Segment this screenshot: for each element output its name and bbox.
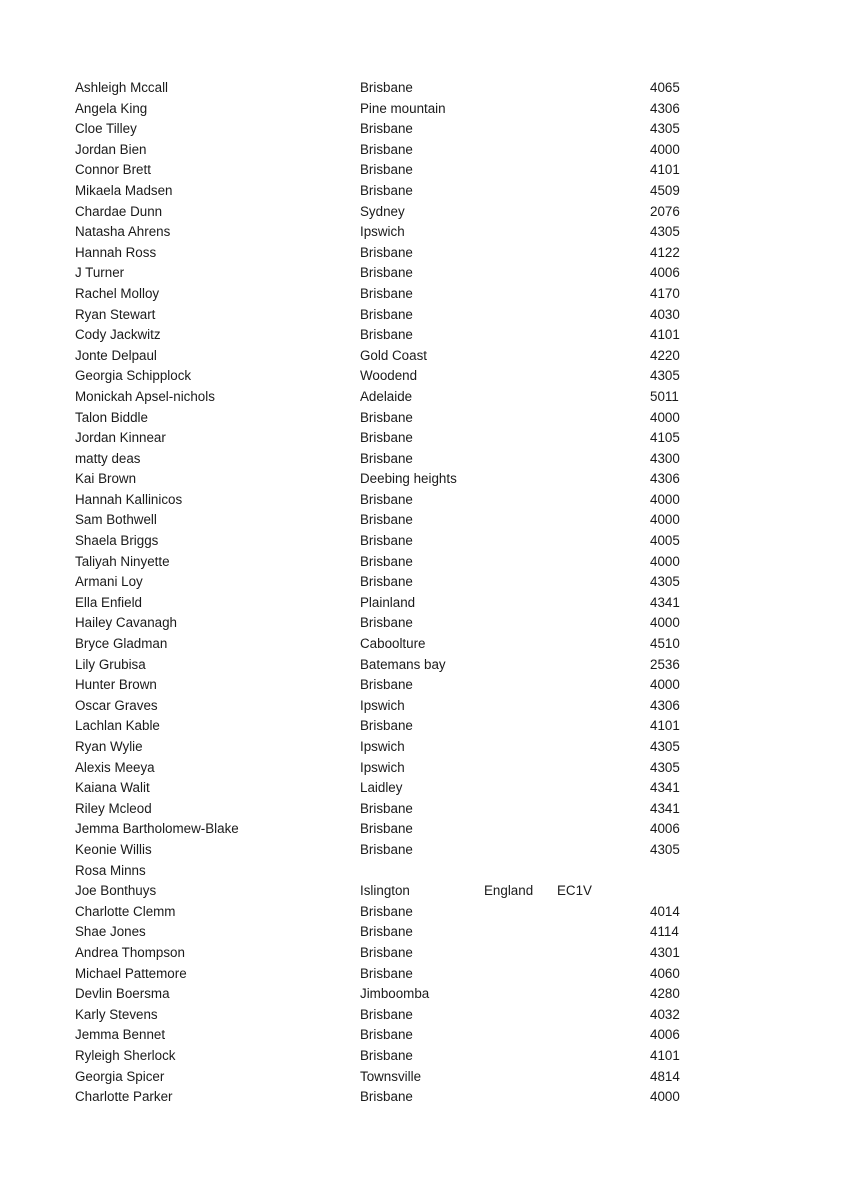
city: Brisbane	[360, 512, 413, 528]
city: Brisbane	[360, 141, 413, 157]
postcode: 4305	[650, 224, 680, 240]
city: Brisbane	[360, 1089, 413, 1105]
city: Brisbane	[360, 924, 413, 940]
postcode: 4014	[650, 903, 680, 919]
postcode: 4000	[650, 1089, 680, 1105]
person-name: Bryce Gladman	[75, 636, 168, 652]
city: Brisbane	[360, 182, 413, 198]
city: Woodend	[360, 368, 418, 384]
list-row	[0, 861, 843, 882]
person-name: Ella Enfield	[75, 594, 142, 610]
postcode: 4101	[650, 327, 680, 343]
city: Brisbane	[360, 121, 413, 137]
city: Brisbane	[360, 1047, 413, 1063]
city: Deebing heights	[360, 471, 457, 487]
person-name: Georgia Schipplock	[75, 368, 192, 384]
city: Ipswich	[360, 697, 405, 713]
list-row	[0, 613, 843, 634]
person-name: Cody Jackwitz	[75, 327, 161, 343]
list-row	[0, 902, 843, 923]
postcode: 4114	[650, 924, 679, 940]
city: Gold Coast	[360, 347, 427, 363]
city: Brisbane	[360, 327, 413, 343]
list-row	[0, 490, 843, 511]
list-row	[0, 552, 843, 573]
list-row	[0, 716, 843, 737]
list-row	[0, 531, 843, 552]
person-name: Cloe Tilley	[75, 121, 137, 137]
list-row	[0, 305, 843, 326]
city: Brisbane	[360, 944, 413, 960]
city: Ipswich	[360, 739, 405, 754]
list-row	[0, 325, 843, 346]
list-row	[0, 655, 843, 676]
city: Brisbane	[360, 821, 413, 837]
person-name: Shaela Briggs	[75, 533, 159, 549]
list-row	[0, 469, 843, 490]
city: Brisbane	[360, 553, 413, 569]
person-name: matty deas	[75, 450, 141, 466]
city: Pine mountain	[360, 100, 446, 116]
person-name: Hannah Ross	[75, 244, 157, 260]
postcode: 4306	[650, 100, 680, 116]
list-row	[0, 572, 843, 593]
postcode: 4101	[650, 162, 680, 178]
list-row	[0, 696, 843, 717]
list-row	[0, 428, 843, 449]
list-row	[0, 408, 843, 429]
person-name: Joe Bonthuys	[75, 883, 157, 899]
list-row	[0, 1087, 843, 1108]
person-name: Natasha Ahrens	[75, 224, 171, 240]
person-name: Andrea Thompson	[75, 944, 185, 960]
person-name: Armani Loy	[75, 574, 143, 590]
person-name: Michael Pattemore	[75, 965, 187, 981]
area-code: EC1V	[557, 883, 592, 899]
postcode: 4000	[650, 677, 680, 693]
postcode: 4000	[650, 409, 680, 425]
city: Brisbane	[360, 80, 413, 95]
list-row	[0, 449, 843, 470]
postcode: 4101	[650, 1047, 680, 1063]
postcode: 2536	[650, 656, 680, 672]
postcode: 4305	[650, 574, 680, 590]
city: Brisbane	[360, 1006, 413, 1022]
list-row	[0, 510, 843, 531]
city: Caboolture	[360, 636, 426, 652]
list-row	[0, 140, 843, 161]
city: Brisbane	[360, 903, 413, 919]
postcode: 4341	[650, 594, 680, 610]
list-row	[0, 758, 843, 779]
person-name: Alexis Meeya	[75, 759, 155, 775]
person-name: Kaiana Walit	[75, 780, 150, 796]
list-row	[0, 99, 843, 120]
postcode: 4814	[650, 1068, 680, 1084]
list-row	[0, 222, 843, 243]
postcode: 4220	[650, 347, 680, 363]
postcode: 4300	[650, 450, 680, 466]
person-name: Devlin Boersma	[75, 986, 170, 1002]
postcode: 2076	[650, 203, 680, 219]
city: Townsville	[360, 1068, 422, 1084]
city: Brisbane	[360, 677, 413, 693]
list-row	[0, 346, 843, 367]
person-name: Rosa Minns	[75, 862, 146, 878]
city: Ipswich	[360, 759, 405, 775]
city: Brisbane	[360, 533, 413, 549]
person-name: Hannah Kallinicos	[75, 491, 183, 507]
list-row	[0, 1067, 843, 1088]
city: Ipswich	[360, 224, 405, 240]
postcode: 4305	[650, 739, 680, 754]
person-name: Ashleigh Mccall	[75, 80, 169, 95]
list-row	[0, 119, 843, 140]
list-row	[0, 366, 843, 387]
postcode: 4305	[650, 121, 680, 137]
postcode: 4305	[650, 759, 680, 775]
city: Brisbane	[360, 718, 413, 734]
list-row	[0, 737, 843, 758]
city: Sydney	[360, 203, 405, 219]
city: Brisbane	[360, 244, 413, 260]
city: Adelaide	[360, 388, 413, 404]
person-name: J Turner	[75, 265, 125, 281]
person-name: Georgia Spicer	[75, 1068, 165, 1084]
person-name: Ryan Wylie	[75, 739, 143, 754]
postcode: 4122	[650, 244, 680, 260]
list-row	[0, 160, 843, 181]
person-name: Rachel Molloy	[75, 285, 160, 301]
person-name: Lily Grubisa	[75, 656, 146, 672]
postcode: 4006	[650, 1027, 680, 1043]
city: Brisbane	[360, 491, 413, 507]
postcode: 4006	[650, 265, 680, 281]
postcode: 4000	[650, 491, 680, 507]
person-name: Hailey Cavanagh	[75, 615, 177, 631]
list-row	[0, 922, 843, 943]
city: Jimboomba	[360, 986, 430, 1002]
person-name: Jordan Bien	[75, 141, 147, 157]
postcode: 4000	[650, 141, 680, 157]
postcode: 4005	[650, 533, 680, 549]
person-name: Mikaela Madsen	[75, 182, 173, 198]
city: Brisbane	[360, 285, 413, 301]
person-name: Lachlan Kable	[75, 718, 160, 734]
postcode: 4305	[650, 368, 680, 384]
list-row	[0, 840, 843, 861]
postcode: 4305	[650, 841, 680, 857]
list-row	[0, 263, 843, 284]
postcode: 4280	[650, 986, 680, 1002]
person-name: Talon Biddle	[75, 409, 148, 425]
list-row	[0, 1025, 843, 1046]
list-row	[0, 593, 843, 614]
person-name: Oscar Graves	[75, 697, 158, 713]
person-name: Connor Brett	[75, 162, 151, 178]
postcode: 4301	[650, 944, 680, 960]
list-row	[0, 984, 843, 1005]
list-row	[0, 819, 843, 840]
person-name: Sam Bothwell	[75, 512, 157, 528]
city: Brisbane	[360, 430, 413, 446]
city: Brisbane	[360, 615, 413, 631]
list-row	[0, 943, 843, 964]
list-row	[0, 78, 843, 99]
postcode: 4030	[650, 306, 680, 322]
city: Brisbane	[360, 841, 413, 857]
city: Islington	[360, 883, 410, 899]
list-row	[0, 881, 843, 902]
postcode: 4170	[650, 285, 680, 301]
list-row	[0, 181, 843, 202]
postcode: 5011	[650, 388, 679, 404]
postcode: 4341	[650, 780, 680, 796]
city: Brisbane	[360, 450, 413, 466]
person-name: Shae Jones	[75, 924, 146, 940]
postcode: 4006	[650, 821, 680, 837]
list-row	[0, 634, 843, 655]
list-row	[0, 675, 843, 696]
list-row	[0, 799, 843, 820]
city: Batemans bay	[360, 656, 446, 672]
country: England	[484, 883, 534, 899]
person-name: Jemma Bartholomew-Blake	[75, 821, 239, 837]
city: Brisbane	[360, 409, 413, 425]
postcode: 4509	[650, 182, 680, 198]
list-row	[0, 387, 843, 408]
list-row	[0, 778, 843, 799]
list-row	[0, 243, 843, 264]
person-name: Keonie Willis	[75, 841, 152, 857]
list-row	[0, 1046, 843, 1067]
city: Plainland	[360, 594, 416, 610]
postcode: 4065	[650, 80, 680, 95]
postcode: 4105	[650, 430, 680, 446]
city: Brisbane	[360, 1027, 413, 1043]
postcode: 4000	[650, 553, 680, 569]
person-name: Kai Brown	[75, 471, 137, 487]
postcode: 4510	[650, 636, 680, 652]
postcode: 4060	[650, 965, 680, 981]
postcode: 4306	[650, 471, 680, 487]
postcode: 4306	[650, 697, 680, 713]
city: Brisbane	[360, 574, 413, 590]
postcode: 4101	[650, 718, 680, 734]
person-name: Charlotte Clemm	[75, 903, 176, 919]
person-name: Ryleigh Sherlock	[75, 1047, 176, 1063]
city: Brisbane	[360, 306, 413, 322]
list-row	[0, 202, 843, 223]
person-name: Angela King	[75, 100, 148, 116]
list-row	[0, 284, 843, 305]
person-name: Chardae Dunn	[75, 203, 163, 219]
person-name: Monickah Apsel-nichols	[75, 388, 215, 404]
city: Brisbane	[360, 965, 413, 981]
person-name: Charlotte Parker	[75, 1089, 173, 1105]
person-name: Hunter Brown	[75, 677, 157, 693]
city: Brisbane	[360, 265, 413, 281]
person-name: Ryan Stewart	[75, 306, 156, 322]
contact-list	[0, 78, 843, 1108]
postcode: 4341	[650, 800, 680, 816]
list-row	[0, 964, 843, 985]
person-name: Jonte Delpaul	[75, 347, 157, 363]
person-name: Jemma Bennet	[75, 1027, 166, 1043]
city: Brisbane	[360, 800, 413, 816]
person-name: Riley Mcleod	[75, 800, 152, 816]
postcode: 4032	[650, 1006, 680, 1022]
list-row	[0, 1005, 843, 1026]
person-name: Jordan Kinnear	[75, 430, 166, 446]
postcode: 4000	[650, 512, 680, 528]
city: Brisbane	[360, 162, 413, 178]
person-name: Taliyah Ninyette	[75, 553, 170, 569]
person-name: Karly Stevens	[75, 1006, 158, 1022]
postcode: 4000	[650, 615, 680, 631]
city: Laidley	[360, 780, 403, 796]
